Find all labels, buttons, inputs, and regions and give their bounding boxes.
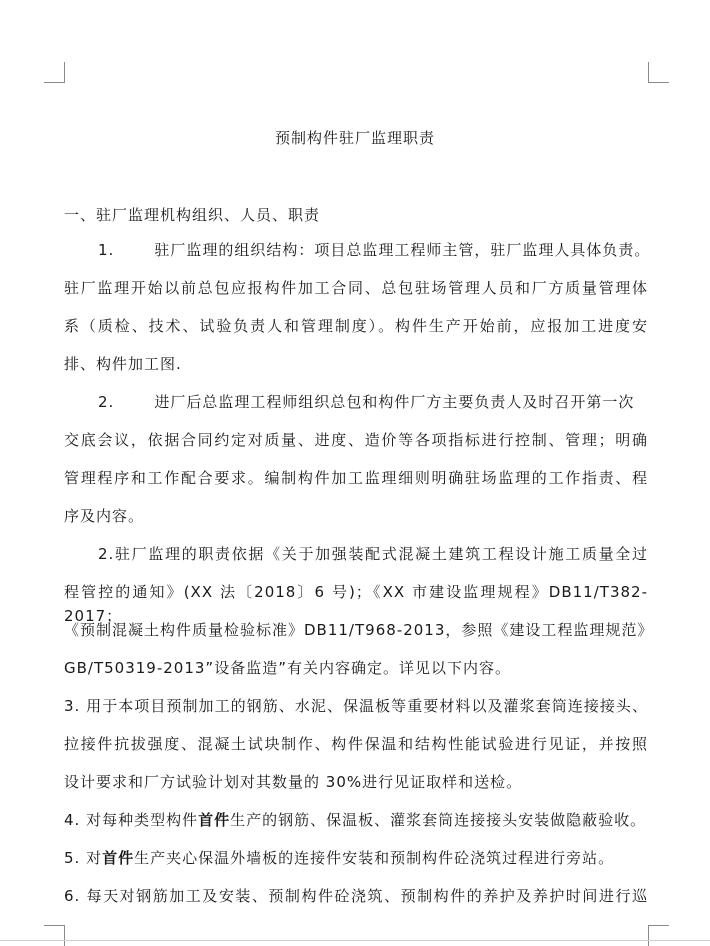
paragraph-3-line-2: 程管控的通知》(XX 法〔2018〕6 号)；《XX 市建设监理规程》DB11/T382-2017； <box>64 583 648 625</box>
section-heading: 一、驻厂监理机构组织、人员、职责 <box>64 206 321 224</box>
paragraph-3-line-3: 《预制混凝土构件质量检验标准》DB11/T968-2013，参照《建设工程监理规范》 <box>64 621 654 639</box>
paragraph-5-line-1 <box>64 808 648 832</box>
paragraph-text: 驻厂监理的组织结构：项目总监理工程师主管，驻厂监理人具体负责。 <box>154 241 651 259</box>
paragraph-3-line-4: GB/T50319-2013”设备监造”有关内容确定。详见以下内容。 <box>64 659 511 677</box>
paragraph-4-line-1: 3. 用于本项目预制加工的钢筋、水泥、保温板等重要材料以及灌浆套筒连接接头、 <box>64 697 648 715</box>
paragraph-2-line-3: 管理程序和工作配合要求。编制构件加工监理细则明确驻场监理的工作指责、程 <box>64 469 648 487</box>
document-title: 预制构件驻厂监理职责 <box>274 129 435 147</box>
paragraph-4-line-2: 拉接件抗拔强度、混凝土试块制作、构件保温和结构性能试验进行见证，并按照 <box>64 735 648 753</box>
paragraph-3-line-1: 2.驻厂监理的职责依据《关于加强装配式混凝土建筑工程设计施工质量全过 <box>98 545 648 563</box>
paragraph-2-line-1 <box>64 390 648 414</box>
paragraph-text: 生产夹心保温外墙板的连接件安装和预制构件砼浇筑过程进行旁站。 <box>134 849 615 867</box>
emphasis-text: 首件 <box>198 811 231 829</box>
paragraph-text: 进厂后总监理工程师组织总包和构件厂方主要负责人及时召开第一次 <box>154 393 635 411</box>
paragraph-text: 4. 对每种类型构件 <box>64 811 199 829</box>
paragraph-text: 生产的钢筋、保温板、灌浆套筒连接接头安装做隐蔽验收。 <box>230 811 647 829</box>
page-corner-mark-top-left <box>44 62 65 83</box>
paragraph-1-line-2: 驻厂监理开始以前总包应报构件加工合同、总包驻场管理人员和厂方质量管理体 <box>64 279 648 297</box>
paragraph-1-line-3: 系（质检、技术、试验负责人和管理制度）。构件生产开始前，应报加工进度安 <box>64 317 648 335</box>
paragraph-2-line-2: 交底会议，依据合同约定对质量、进度、造价等各项指标进行控制、管理；明确 <box>64 431 648 449</box>
page-corner-mark-top-right <box>648 62 669 83</box>
emphasis-text: 首件 <box>102 849 135 867</box>
item-number: 1. <box>98 241 115 259</box>
item-number: 2. <box>98 393 115 411</box>
paragraph-1-line-4: 排、构件加工图. <box>64 355 182 373</box>
paragraph-2-line-4: 序及内容。 <box>64 507 145 525</box>
page-corner-mark-bottom-right <box>648 925 669 946</box>
paragraph-7-line-1: 6. 每天对钢筋加工及安装、预制构件砼浇筑、预制构件的养护及养护时间进行巡 <box>64 887 648 905</box>
paragraph-1-line-1 <box>64 238 651 262</box>
paragraph-4-line-3: 设计要求和厂方试验计划对其数量的 30%进行见证取样和送检。 <box>64 773 523 791</box>
paragraph-6-line-1 <box>64 846 648 870</box>
page-bottom-edge <box>0 940 710 941</box>
paragraph-text: 5. 对 <box>64 849 103 867</box>
page-corner-mark-bottom-left <box>44 925 65 946</box>
